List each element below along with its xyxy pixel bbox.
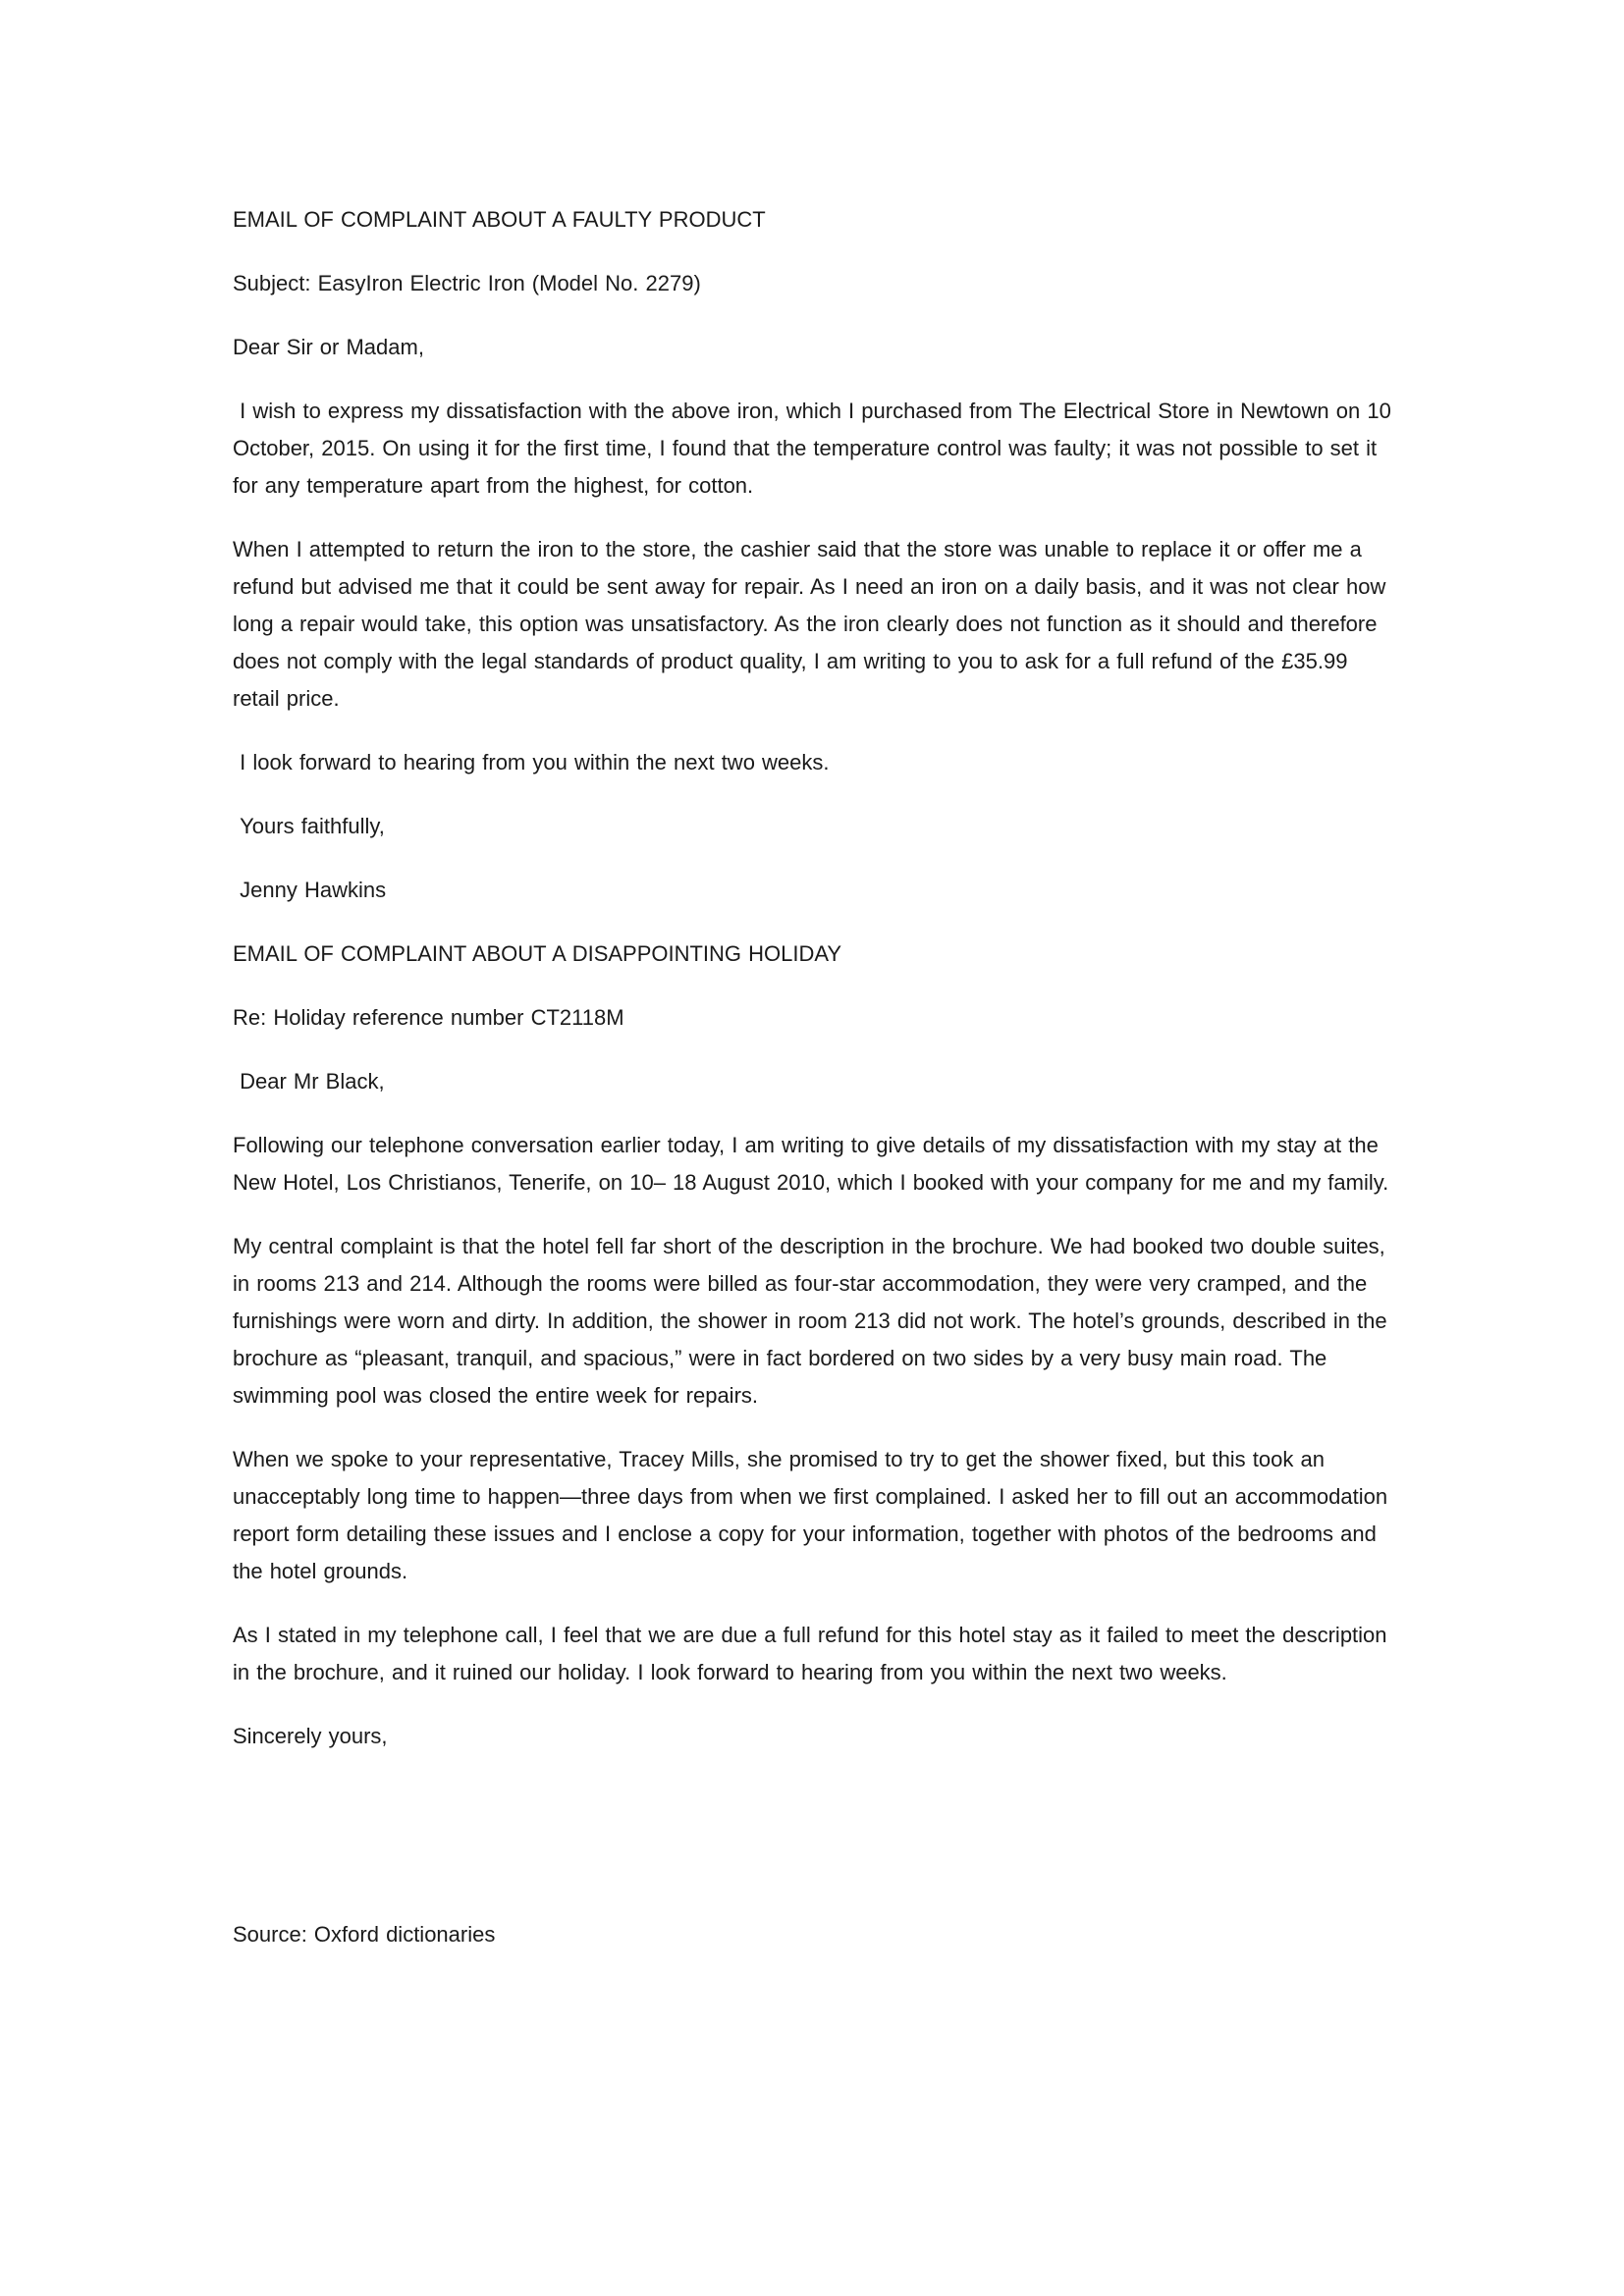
section1-title: EMAIL OF COMPLAINT ABOUT A FAULTY PRODUCT xyxy=(233,207,766,232)
section1-subject-line: Subject: EasyIron Electric Iron (Model No. 2279) xyxy=(233,271,701,295)
section1-closing: Yours faithfully, xyxy=(233,814,385,838)
section1-salutation: Dear Sir or Madam, xyxy=(233,335,424,359)
section2-title: EMAIL OF COMPLAINT ABOUT A DISAPPOINTING HOLIDAY xyxy=(233,941,842,966)
section2-paragraph: My central complaint is that the hotel fell far short of the description in the brochure. We had booked two double suites, in rooms 213 and 214. Although the rooms were billed as four-star accommodation, they were very cramped, and the furnishings were worn and dirty. In addition, the shower in room 213 did not work. The hotel’s grounds, described in the brochure as “pleasant, tranquil, and spacious,” were in fact bordered on two sides by a very busy main road. The swimming pool was closed the entire week for repairs. xyxy=(233,1234,1394,1408)
section1-signature: Jenny Hawkins xyxy=(233,878,387,902)
section2-salutation: Dear Mr Black, xyxy=(233,1069,385,1094)
source-line: Source: Oxford dictionaries xyxy=(233,1922,496,1947)
section1-paragraph: When I attempted to return the iron to the store, the cashier said that the store was unable to replace it or offer me a refund but advised me that it could be sent away for repair. As I need an iron on a daily basis, and it was not clear how long a repair would take, this option was unsatisfactory. As the iron clearly does not function as it should and therefore does not comply with the legal standards of product quality, I am writing to you to ask for a full refund of the £35.99 retail price. xyxy=(233,537,1393,711)
section1-paragraph: I wish to express my dissatisfaction with the above iron, which I purchased from The Electrical Store in Newtown on 10 October, 2015. On using it for the first time, I found that the temperature control was faulty; it was not possible to set it for any temperature apart from the highest, for cotton. xyxy=(233,399,1398,498)
section2-paragraph: When we spoke to your representative, Tracey Mills, she promised to try to get the shower fixed, but this took an unacceptably long time to happen—three days from when we first complained. I asked her to fill out an accommodation report form detailing these issues and I enclose a copy for your information, together with photos of the bedrooms and the hotel grounds. xyxy=(233,1447,1395,1583)
section2-paragraph: As I stated in my telephone call, I feel that we are due a full refund for this hotel stay as it failed to meet the description in the brochure, and it ruined our holiday. I look forward to hearing from you within the next two weeks. xyxy=(233,1623,1394,1684)
section2-reference-line: Re: Holiday reference number CT2118M xyxy=(233,1005,624,1030)
section1-paragraph: I look forward to hearing from you within the next two weeks. xyxy=(233,750,830,774)
blank-space xyxy=(233,1782,1394,1916)
section2-paragraph: Following our telephone conversation earlier today, I am writing to give details of my dissatisfaction with my stay at the New Hotel, Los Christianos, Tenerife, on 10– 18 August 2010, which I booked with your company for me and my family. xyxy=(233,1133,1389,1195)
section2-closing: Sincerely yours, xyxy=(233,1724,388,1748)
